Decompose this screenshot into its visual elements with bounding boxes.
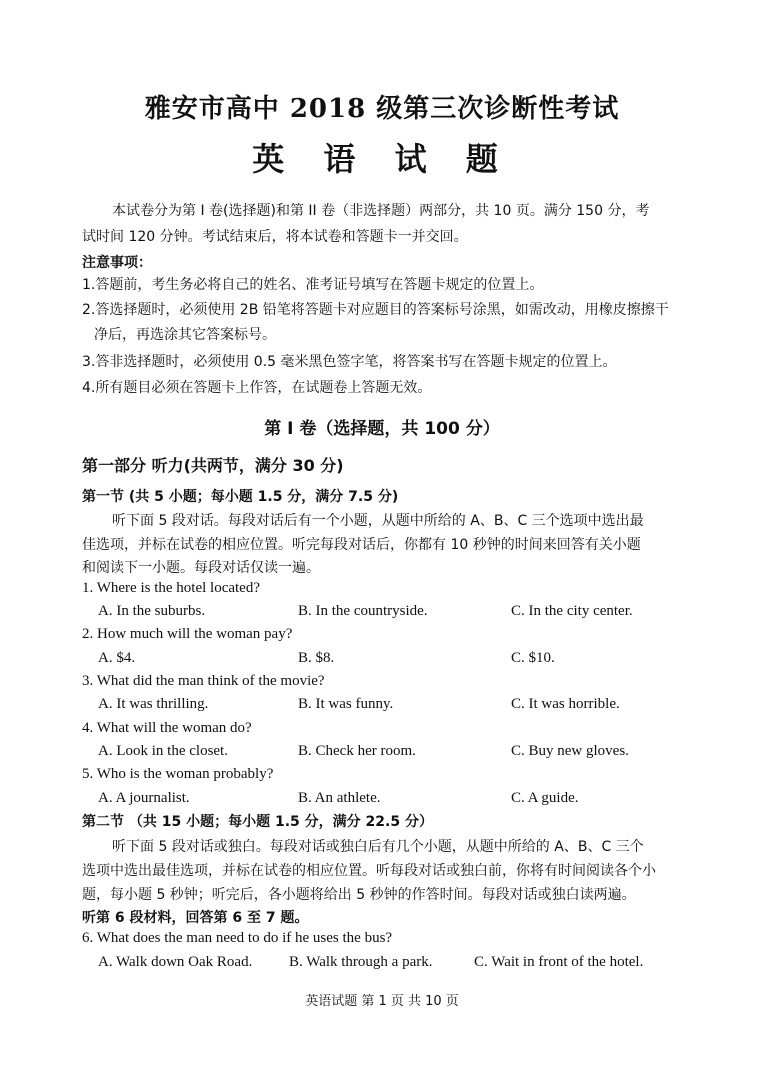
section-2-instruction: 题，每小题 5 秒钟；听完后，各小题将给出 5 秒钟的作答时间。每段对话或独白读两遍。 <box>82 887 636 903</box>
question-stem: 3. What did the man think of the movie? <box>82 673 325 689</box>
note-item: 3.答非选择题时，必须使用 0.5 毫米黑色签字笔，将答案书写在答题卡规定的位置上。 <box>82 354 617 370</box>
section-1-instruction: 佳选项，并标在试卷的相应位置。听完每段对话后，你都有 10 秒钟的时间来回答有关小题 <box>82 537 641 553</box>
option-a: A. It was thrilling. <box>98 696 209 712</box>
option-b: B. Check her room. <box>298 743 416 759</box>
option-a: A. Look in the closet. <box>98 743 228 759</box>
option-b: B. $8. <box>298 650 335 666</box>
note-item: 2.答选择题时，必须使用 2B 铅笔将答题卡对应题目的答案标号涂黑，如需改动，用橡皮擦擦干 <box>82 302 669 318</box>
question-stem: 2. How much will the woman pay? <box>82 626 293 642</box>
option-b: B. It was funny. <box>298 696 394 712</box>
intro-line-2: 试时间 120 分钟。考试结束后，将本试卷和答题卡一并交回。 <box>82 229 468 245</box>
note-item: 4.所有题目必须在答题卡上作答，在试题卷上答题无效。 <box>82 380 432 396</box>
intro-line-1: 本试卷分为第 I 卷(选择题)和第 II 卷（非选择题）两部分，共 10 页。满分 150 分，考 <box>112 203 650 219</box>
option-a: A. A journalist. <box>98 790 190 806</box>
question-stem: 5. Who is the woman probably? <box>82 766 274 782</box>
section-2-title: 第二节 （共 15 小题；每小题 1.5 分，满分 22.5 分） <box>82 814 433 830</box>
note-item: 1.答题前，考生务必将自己的姓名、准考证号填写在答题卡规定的位置上。 <box>82 277 544 293</box>
section-2-instruction: 选项中选出最佳选项，并标在试卷的相应位置。听每段对话或独白前，你将有时间阅读各个小 <box>82 863 656 879</box>
section-1-title: 第一节 (共 5 小题；每小题 1.5 分，满分 7.5 分) <box>82 489 399 505</box>
note-item: 净后，再选涂其它答案标号。 <box>94 327 276 343</box>
volume-1-title: 第 I 卷（选择题，共 100 分） <box>264 419 500 439</box>
option-b: B. In the countryside. <box>298 603 428 619</box>
option-a: A. $4. <box>98 650 136 666</box>
material-heading: 听第 6 段材料，回答第 6 至 7 题。 <box>82 910 309 926</box>
option-c: C. In the city center. <box>511 603 633 619</box>
section-1-instruction: 和阅读下一小题。每段对话仅读一遍。 <box>82 560 320 576</box>
option-a: A. Walk down Oak Road. <box>98 954 253 970</box>
page-footer: 英语试题 第 1 页 共 10 页 <box>305 994 459 1009</box>
question-stem: 4. What will the woman do? <box>82 720 252 736</box>
exam-subject-title: 英 语 试 题 <box>252 140 512 178</box>
option-c: C. It was horrible. <box>511 696 620 712</box>
option-c: C. $10. <box>511 650 555 666</box>
option-c: C. Wait in front of the hotel. <box>474 954 644 970</box>
section-2-instruction: 听下面 5 段对话或独白。每段对话或独白后有几个小题，从题中所给的 A、B、C 三个 <box>112 839 644 855</box>
notes-heading: 注意事项： <box>82 255 152 271</box>
exam-title: 雅安市高中 2018 级第三次诊断性考试 <box>144 94 620 124</box>
question-stem: 1. Where is the hotel located? <box>82 580 260 596</box>
option-b: B. Walk through a park. <box>289 954 433 970</box>
section-1-instruction: 听下面 5 段对话。每段对话后有一个小题，从题中所给的 A、B、C 三个选项中选出最 <box>112 513 644 529</box>
option-b: B. An athlete. <box>298 790 381 806</box>
question-stem: 6. What does the man need to do if he uses the bus? <box>82 930 393 946</box>
option-c: C. A guide. <box>511 790 579 806</box>
option-c: C. Buy new gloves. <box>511 743 629 759</box>
option-a: A. In the suburbs. <box>98 603 206 619</box>
part-1-title: 第一部分 听力(共两节，满分 30 分) <box>82 456 344 475</box>
